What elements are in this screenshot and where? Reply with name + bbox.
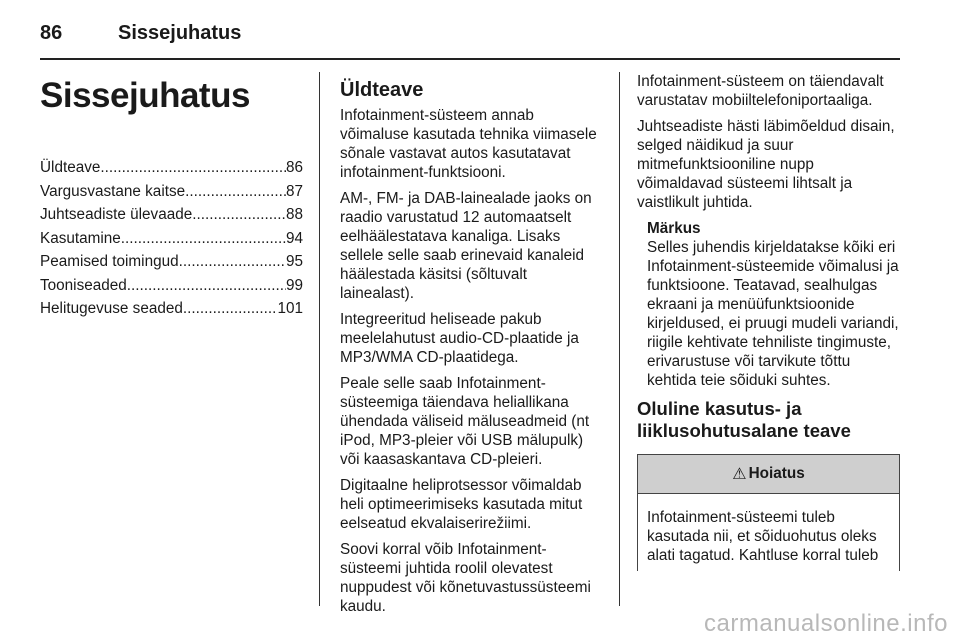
page-header (40, 16, 900, 56)
toc-item[interactable] (40, 156, 303, 180)
toc-item-label: Juhtseadiste ülevaade (40, 206, 193, 223)
toc-item-page: 88 (285, 206, 303, 223)
warning-title: Hoiatus (748, 465, 805, 482)
column-toc (40, 72, 303, 321)
paragraph: Digitaalne heliprotsessor võimaldab heli optimeerimiseks kasutada mitut eelseatud ekvalaiserirežiimi. (340, 477, 583, 532)
page-number: 86 (40, 22, 63, 44)
toc-item-page: 99 (285, 276, 303, 294)
toc-item[interactable] (40, 227, 303, 251)
warning-triangle-icon: ⚠ (732, 466, 747, 483)
note-title: Märkus (647, 220, 701, 237)
toc-item-label: Kasutamine (40, 229, 121, 247)
paragraph: AM-, FM- ja DAB-lainealade jaoks on raadio varustatud 12 automaatselt eelhäälestatava kanaliga. Lisaks sellele selle saab erinevaid kanaleid häälestada käsitsi (sõltuvalt lainealast). (340, 190, 592, 302)
column-divider (319, 72, 320, 606)
toc-item[interactable] (40, 203, 303, 227)
paragraph: Juhtseadiste hästi läbimõeldud disain, selged näidikud ja suur mitmefunktsiooniline nupp võimaldavad süsteemi lihtsalt ja vaistlikult juhtida. (637, 118, 895, 211)
paragraph: Infotainment-süsteem on täiendavalt varustatav mobiiltelefoniportaaliga. (637, 73, 884, 109)
toc-leader (100, 156, 286, 180)
toc-item-page: 87 (285, 182, 303, 200)
toc-leader (185, 180, 286, 204)
toc-item-page: 86 (285, 159, 303, 176)
toc-item-label: Üldteave (40, 159, 101, 176)
warning-body: Infotainment-süsteemi tuleb kasutada nii, et sõiduohutus oleks alati tagatud. Kahtluse korral tuleb (647, 509, 879, 564)
running-title: Sissejuhatus (118, 22, 242, 44)
toc-item-label: Vargusvastane kaitse (40, 182, 186, 200)
column-general-info (340, 72, 603, 623)
toc-item[interactable] (40, 180, 303, 204)
toc-item-page: 101 (277, 300, 303, 317)
toc-leader (183, 297, 278, 321)
toc-leader (127, 274, 286, 298)
toc-item-page: 95 (285, 253, 303, 270)
toc-item[interactable] (40, 297, 303, 321)
paragraph: Infotainment-süsteem annab võimaluse kasutada tehnika viimasele sõnale vastavat autos kasutatavat infotainment-funktsiooni. (340, 107, 597, 181)
toc-item-label: Helitugevuse seaded (40, 300, 183, 317)
column-continued (637, 72, 900, 571)
warning-box (637, 454, 900, 571)
paragraph: Peale selle saab Infotainment-süsteemiga täiendava heliallikana ühendada väliseid mäluseadmeid (nt iPod, MP3-pleier või USB mälupulk) või kaasaskantava CD-pleieri. (340, 375, 590, 468)
paragraph: Soovi korral võib Infotainment-süsteemi juhtida roolil olevatest nuppudest või kõnetuvastussüsteemi kaudu. (340, 541, 591, 615)
section-title: Üldteave (340, 79, 424, 101)
column-divider (619, 72, 620, 606)
toc-item-label: Tooniseaded (40, 276, 127, 294)
header-rule (40, 58, 900, 60)
table-of-contents (40, 156, 303, 321)
toc-item-page: 94 (285, 229, 303, 247)
watermark: carmanualsonline.info (704, 610, 948, 637)
toc-item[interactable] (40, 274, 303, 298)
note-body: Selles juhendis kirjeldatakse kõiki eri Infotainment-süsteemide võimalusi ja funktsioone. Teatavad, sealhulgas ekraani ja menüüfunktsioonide kirjeldused, ei pruugi mudeli variandi, riigile kehtivate tehniliste tingimuste, erivarustuse või tarvikute tõttu kehtida teie sõiduki suhtes. (647, 239, 899, 389)
paragraph: Integreeritud heliseade pakub meelelahutust audio-CD-plaatide ja MP3/WMA CD-plaatidega. (340, 311, 579, 366)
toc-leader (192, 203, 286, 227)
toc-leader (179, 250, 286, 274)
chapter-title: Sissejuhatus (40, 76, 250, 115)
section-title: Oluline kasutus- ja liiklusohutusalane teave (637, 398, 851, 441)
warning-header (638, 455, 899, 494)
toc-item[interactable] (40, 250, 303, 274)
toc-leader (121, 227, 286, 251)
toc-item-label: Peamised toimingud (40, 253, 179, 270)
